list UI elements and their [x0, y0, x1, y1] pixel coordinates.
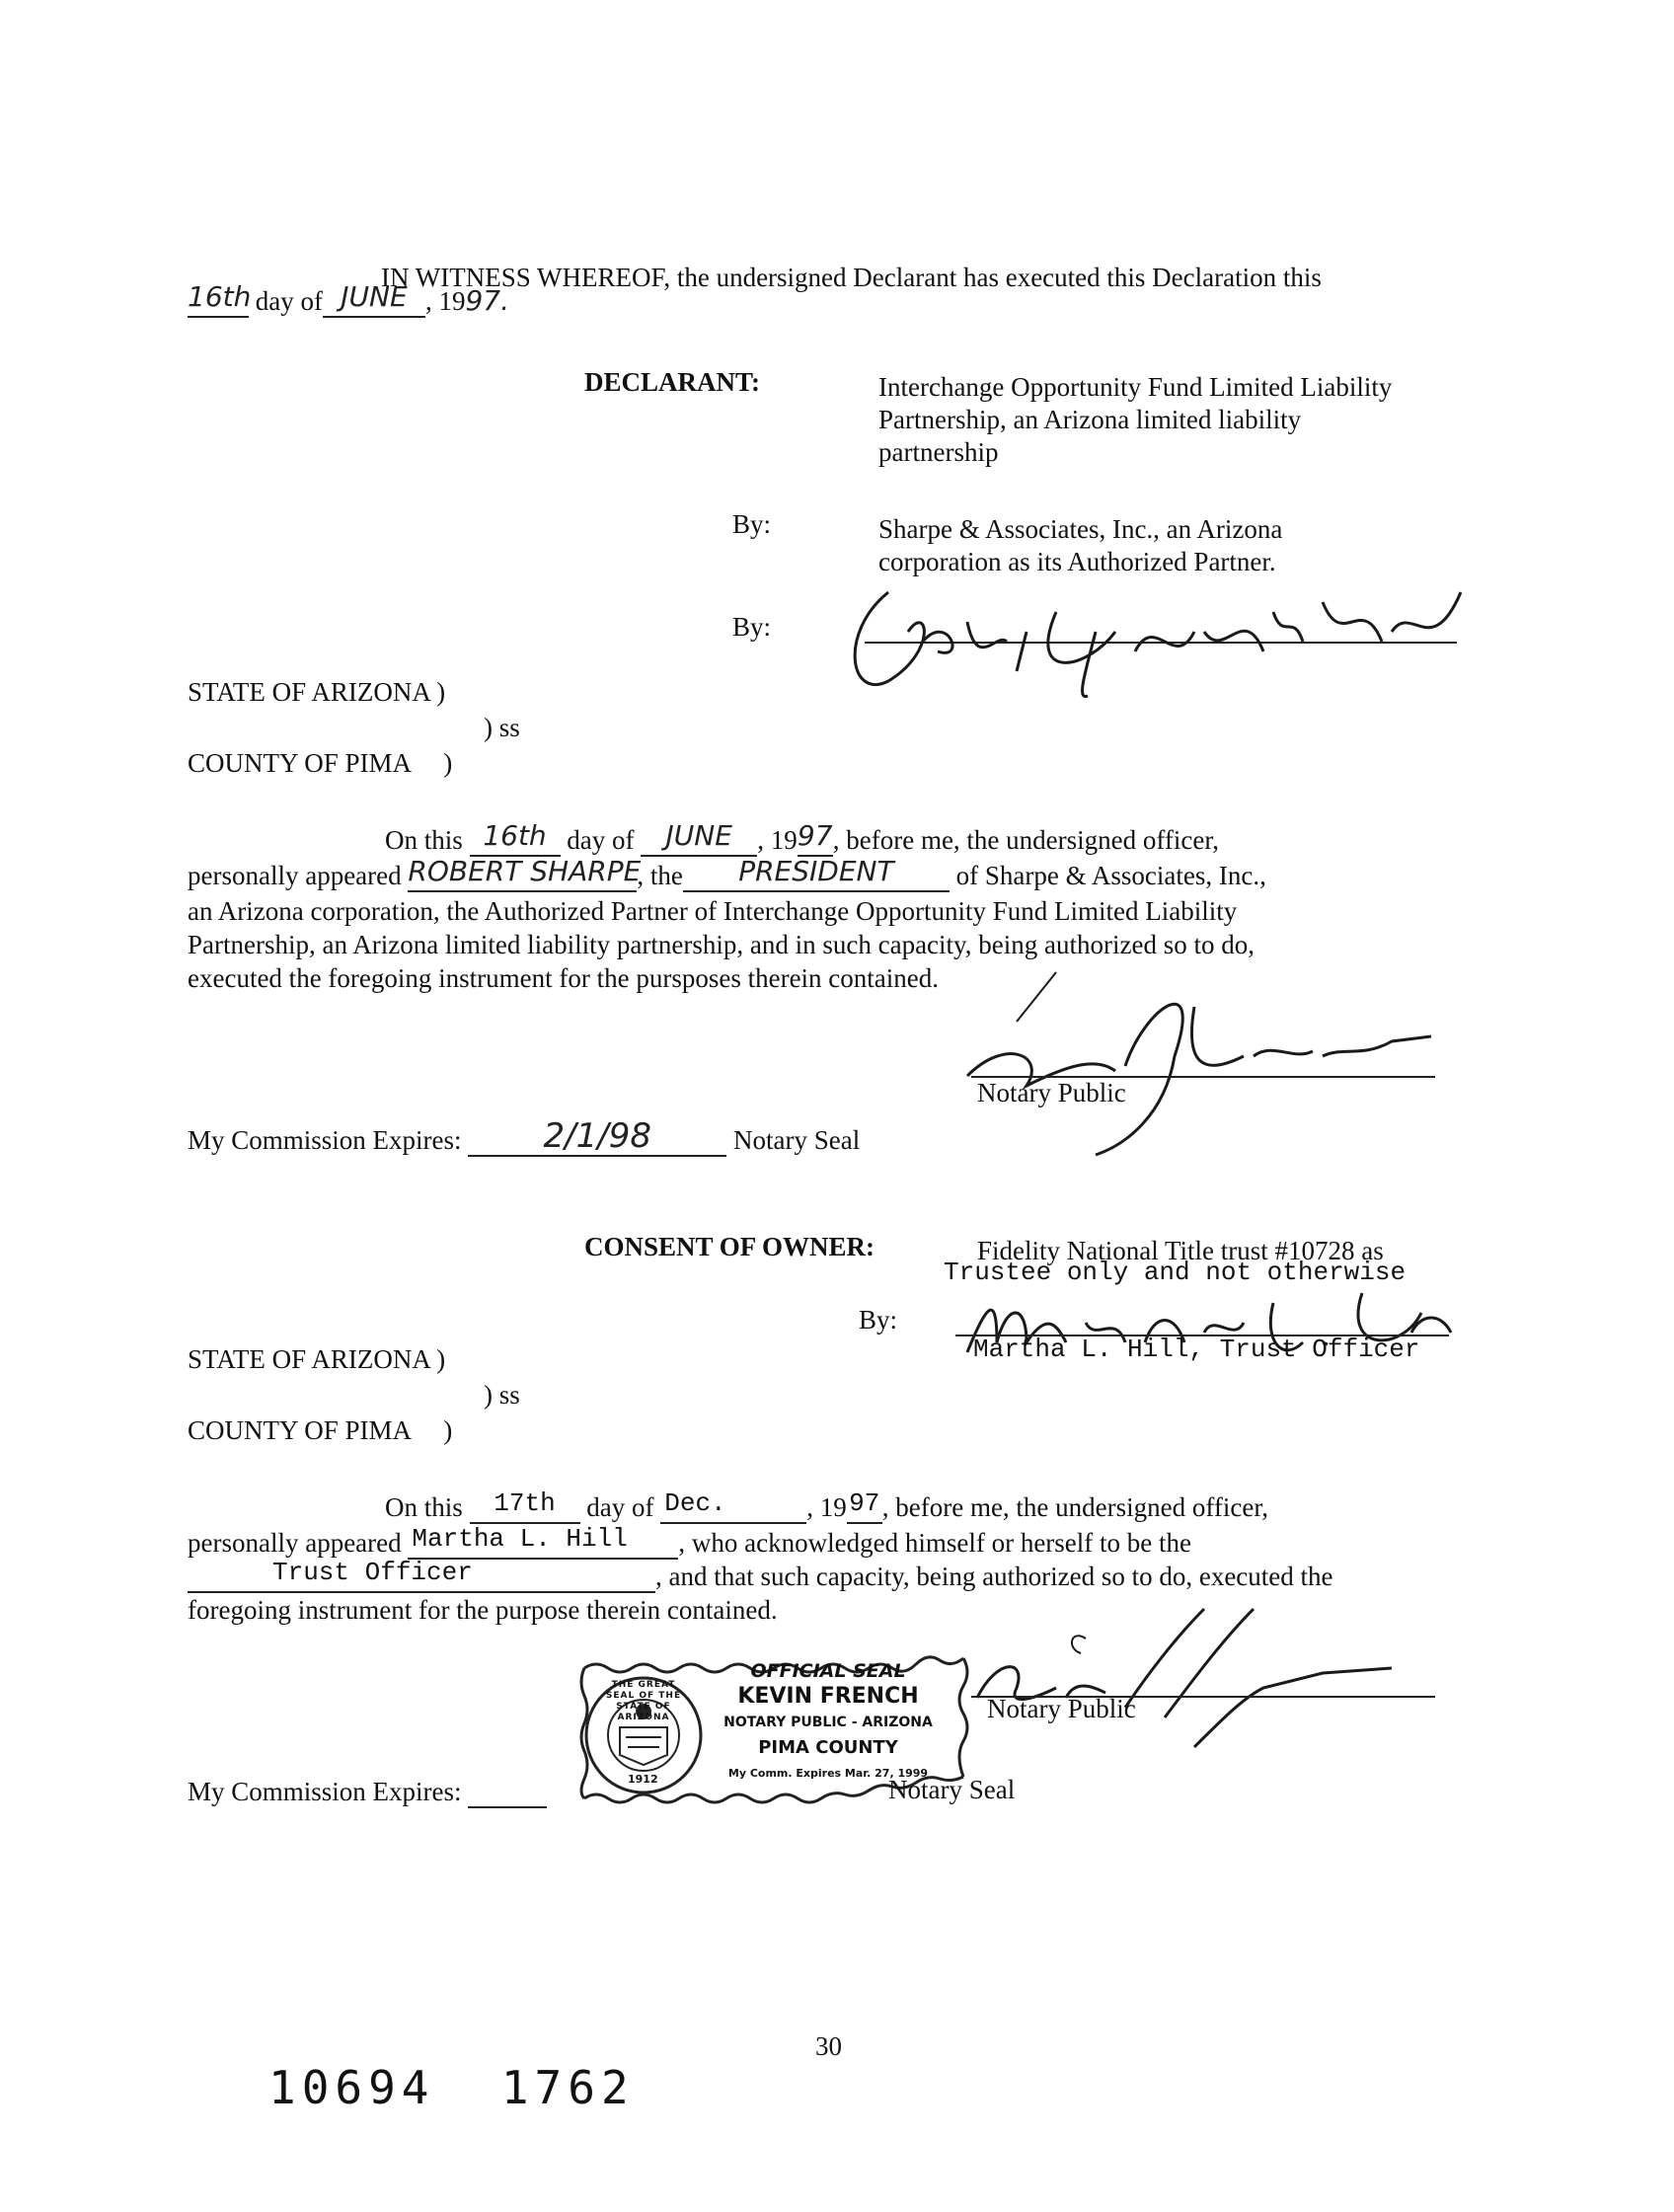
witness-year-hw: 97.	[465, 284, 510, 317]
venue2-ss: ) ss	[484, 1380, 520, 1410]
consent-trust-line: Fidelity National Title trust #10728 as	[977, 1236, 1384, 1265]
ack2-line2: personally appeared Martha L. Hill , who acknowledged himself or herself to be the	[188, 1524, 1191, 1558]
ack1-month-hw: JUNE	[665, 819, 732, 852]
consent-trustee-line: Trustee only and not otherwise	[944, 1258, 1407, 1287]
ack2-year: 97	[849, 1488, 880, 1518]
signature-robert-sharpe	[829, 572, 1500, 711]
ack1-line1: On this 16th day of JUNE , 19 97 , before me, the undersigned officer,	[385, 819, 1220, 855]
ack2-commission: My Commission Expires:	[188, 1775, 547, 1808]
ack1-title-hw: PRESIDENT	[738, 855, 894, 887]
ack2-seal-label: Notary Seal	[888, 1775, 1016, 1804]
ack2-day: 17th	[494, 1488, 556, 1518]
stamp-seal-year: 1912	[628, 1773, 658, 1786]
consent-label: CONSENT OF OWNER:	[584, 1232, 875, 1261]
venue1-county: COUNTY OF PIMA )	[188, 748, 453, 778]
consent-signer: Martha L. Hill, Trust Officer	[973, 1335, 1420, 1364]
declarant-label: DECLARANT:	[584, 367, 761, 397]
witness-date-line: 16th day of JUNE , 1997.	[188, 280, 510, 317]
declarant-by2-label: By:	[732, 612, 772, 642]
ack1-day-hw: 16th	[483, 819, 547, 852]
witness-month-hw: JUNE	[341, 280, 408, 313]
ack2-name: Martha L. Hill	[412, 1524, 628, 1554]
stamp-seal-ring-text: THE GREAT SEAL OF THE STATE OF ARIZONA	[605, 1680, 682, 1722]
witness-day-hw: 16th	[188, 280, 252, 313]
ack1-commission-hw: 2/1/98	[543, 1116, 651, 1156]
ack2-title: Trust Officer	[272, 1558, 473, 1587]
ack2-line1: On this 17th day of Dec. , 19 97 , before me, the undersigned officer,	[385, 1488, 1269, 1522]
ack2-notary-label: Notary Public	[987, 1694, 1136, 1723]
signature-notary-2	[967, 1599, 1421, 1757]
ack1-commission: My Commission Expires: 2/1/98 Notary Seal	[188, 1116, 861, 1156]
venue2-state: STATE OF ARIZONA )	[188, 1344, 446, 1374]
declarant-by1-entity: Sharpe & Associates, Inc., an Arizona corporation as its Authorized Partner.	[878, 514, 1283, 576]
consent-by-label: By:	[859, 1305, 898, 1335]
ack1-name-hw: ROBERT SHARPE	[408, 855, 642, 887]
witness-clause: IN WITNESS WHEREOF, the undersigned Declarant has executed this Declaration this	[381, 263, 1322, 292]
declarant-name: Interchange Opportunity Fund Limited Liability Partnership, an Arizona limited liability partnership	[878, 372, 1393, 467]
ack1-line2: personally appeared ROBERT SHARPE , the PRESIDENT of Sharpe & Associates, Inc.,	[188, 855, 1266, 890]
venue2-county: COUNTY OF PIMA )	[188, 1415, 453, 1445]
signature-notary-1	[948, 948, 1441, 1155]
ack2-month: Dec.	[664, 1488, 726, 1518]
ack1-notary-label: Notary Public	[977, 1078, 1126, 1107]
stamp-text: OFFICIAL SEAL KEVIN FRENCH NOTARY PUBLIC - ARIZONA PIMA COUNTY My Comm. Expires Mar. 27, 1999	[723, 1660, 933, 1780]
declarant-by1-label: By:	[732, 509, 772, 539]
venue1-state: STATE OF ARIZONA )	[188, 677, 446, 707]
recording-number: 10694 1762	[268, 2061, 635, 2114]
ack1-body: an Arizona corporation, the Authorized Partner of Interchange Opportunity Fund Limited Liability Partnership, an Arizona limited liability partnership, and in such capacity, being authorized so to do, executed the foregoing instrument for the pursposes therein contained.	[188, 896, 1255, 993]
ack2-line4: foregoing instrument for the purpose therein contained.	[188, 1595, 778, 1625]
ack2-line3: Trust Officer , and that such capacity, being authorized so to do, executed the	[188, 1560, 1333, 1593]
venue1-ss: ) ss	[484, 713, 520, 742]
ack1-year-hw: 97	[797, 819, 833, 852]
page-number: 30	[815, 2031, 842, 2061]
